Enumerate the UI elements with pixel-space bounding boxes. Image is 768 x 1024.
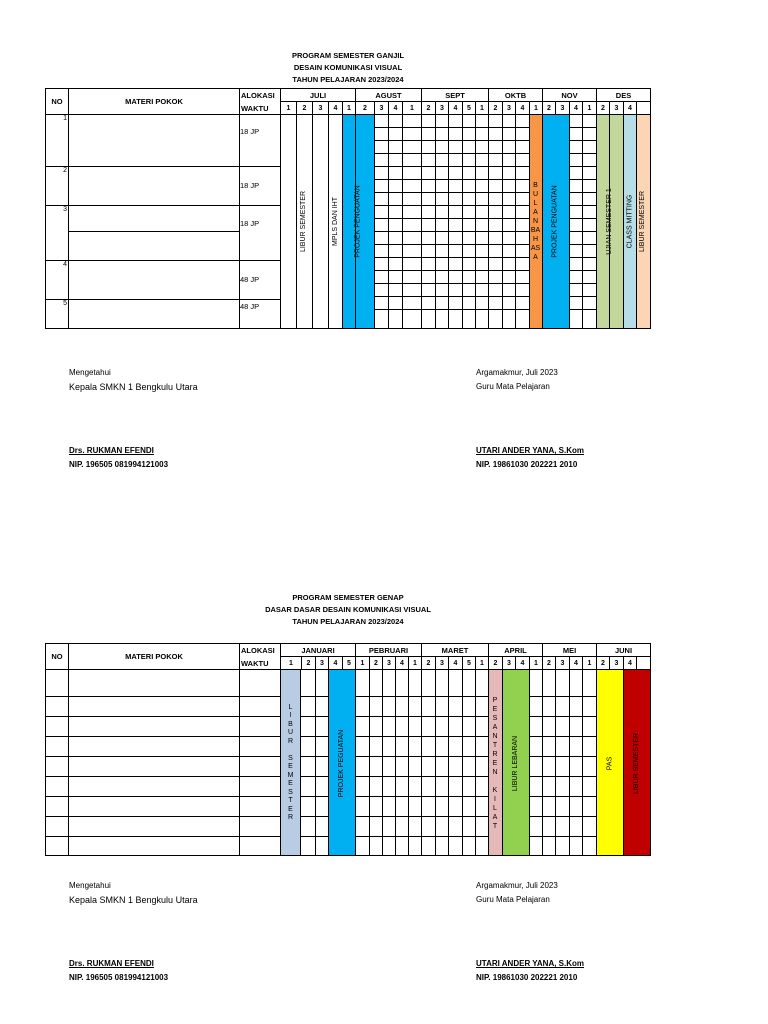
odd-week-label: 2 [302, 104, 307, 112]
odd-week-label: 3 [507, 104, 511, 112]
vertical-letter: T [492, 822, 498, 830]
vertical-letter: B [533, 182, 538, 189]
sig1-left-name: Drs. RUKMAN EFENDI [69, 446, 154, 455]
vertical-letter: I [494, 795, 496, 803]
odd-week-label: 4 [628, 104, 632, 112]
vertical-letter: U [532, 191, 539, 198]
odd-col-alokasi-2: WAKTU [241, 103, 269, 113]
odd-week-label: 1 [410, 104, 414, 112]
vertical-letter: A [533, 254, 538, 261]
even-week-label: 1 [534, 659, 538, 667]
vertical-letter: N [532, 218, 539, 225]
odd-row-jp: 48 JP [240, 302, 260, 311]
odd-ujian-label: UJIAN SEMESTER 1 [606, 188, 614, 255]
vertical-letter [290, 746, 292, 755]
odd-week-label: 1 [534, 104, 538, 112]
even-week-label: 3 [614, 659, 619, 667]
vertical-letter: A [533, 209, 538, 216]
odd-week-label: 4 [574, 104, 578, 112]
odd-month-sept: SEPT [445, 90, 465, 100]
vertical-letter: L [493, 804, 497, 812]
vertical-letter: M [287, 771, 294, 779]
odd-week-label: 5 [467, 104, 471, 112]
sig2-left-line2: Kepala SMKN 1 Bengkulu Utara [69, 895, 198, 905]
even-pesantren-label [488, 670, 502, 856]
even-month-mei: MEI [562, 645, 577, 655]
vertical-letter: H [532, 236, 539, 243]
vertical-letter: E [492, 759, 498, 767]
even-col-alokasi-2: WAKTU [241, 658, 269, 668]
odd-week-label: 3 [318, 104, 323, 112]
even-week-label: 1 [587, 659, 592, 667]
even-week-label: 1 [413, 659, 417, 667]
odd-month-agust: AGUST [375, 90, 402, 100]
odd-row-no: 4 [63, 261, 67, 268]
odd-week-label: 2 [363, 104, 367, 112]
vertical-letter: K [492, 786, 498, 794]
vertical-letter: E [288, 780, 293, 787]
vertical-letter: T [288, 797, 293, 804]
vertical-letter: N [492, 732, 498, 740]
even-week-label: 4 [628, 659, 632, 667]
odd-month-nov: NOV [561, 90, 578, 100]
even-week-label: 1 [289, 659, 293, 667]
vertical-letter: T [492, 741, 498, 749]
odd-week-label: 4 [520, 104, 525, 112]
odd-week-label: 4 [393, 104, 398, 112]
odd-week-label: 2 [547, 104, 551, 112]
vertical-letter: S [288, 754, 293, 762]
even-lebaran-label: LIBUR LEBARAN [512, 735, 519, 791]
odd-week-label: 2 [426, 104, 431, 112]
vertical-letter: L [533, 200, 538, 207]
odd-row-jp: 18 JP [240, 219, 260, 228]
vertical-letter: R [492, 750, 498, 758]
odd-week-label: 3 [440, 104, 444, 112]
even-month-januari: JANUARI [301, 645, 335, 655]
odd-libur-label: LIBUR SEMESTER [300, 190, 308, 253]
even-week-label [637, 657, 650, 669]
sig2-right-name: UTARI ANDER YANA, S.Kom [476, 959, 585, 968]
vertical-letter: BA [530, 227, 541, 234]
odd-week-label: 1 [286, 104, 291, 112]
even-week-label: 5 [467, 659, 471, 667]
sig1-left-nip: NIP. 196505 081994121003 [69, 460, 169, 469]
odd-projek-label-1: PROJEK PENGUATAN [354, 185, 362, 258]
odd-row-no: 2 [63, 167, 67, 174]
even-title-3: TAHUN PELAJARAN 2023/2024 [292, 617, 404, 626]
odd-row-no: 3 [63, 206, 67, 213]
vertical-letter: AS [530, 245, 541, 252]
even-week-label: 4 [400, 659, 404, 667]
odd-mpls-label: MPLS DAN IHT [331, 196, 339, 247]
even-col-no: NO [51, 652, 63, 661]
odd-row-jp: 18 JP [240, 181, 260, 190]
vertical-letter: S [492, 714, 498, 722]
odd-title-3: TAHUN PELAJARAN 2023/2024 [292, 75, 404, 84]
even-week-label: 3 [560, 659, 565, 667]
odd-row-jp: 48 JP [240, 275, 260, 284]
sig2-right-line2: Guru Mata Pelajaran [476, 895, 550, 904]
even-week-label: 5 [347, 659, 351, 667]
odd-class-label: CLASS MITTING [626, 194, 633, 249]
even-week-label: 3 [440, 659, 444, 667]
vertical-letter: A [492, 723, 498, 731]
even-week-label: 1 [360, 659, 365, 667]
odd-month-juli: JULI [309, 90, 327, 100]
sig1-left-line2: Kepala SMKN 1 Bengkulu Utara [69, 382, 198, 392]
even-week-label: 2 [426, 659, 431, 667]
vertical-letter: R [287, 737, 294, 745]
odd-libur2-label: LIBUR SEMESTER [639, 190, 647, 253]
even-month-maret: MARET [441, 645, 469, 655]
odd-week-label: 2 [493, 104, 498, 112]
even-week-label: 3 [507, 659, 511, 667]
even-week-label: 2 [374, 659, 378, 667]
sig1-right-line1: Argamakmur, Juli 2023 [476, 368, 558, 377]
odd-col-no: NO [51, 97, 63, 106]
odd-week-label: 3 [560, 104, 565, 112]
vertical-letter: B [288, 720, 293, 728]
even-week-label: 2 [306, 659, 311, 667]
even-week-label: 3 [320, 659, 324, 667]
sig1-right-nip: NIP. 19861030 202221 2010 [476, 460, 578, 469]
sig1-left-line1: Mengetahui [69, 368, 111, 377]
even-libur-label [281, 670, 300, 856]
vertical-letter [494, 777, 496, 786]
odd-week-label: 2 [601, 104, 605, 112]
odd-col-materi: MATERI POKOK [125, 97, 183, 106]
odd-week-label: 4 [333, 104, 338, 112]
vertical-letter: S [288, 788, 293, 796]
odd-row-jp: 18 JP [240, 127, 260, 136]
odd-week-label: 3 [614, 104, 619, 112]
odd-row-no: 5 [63, 300, 67, 307]
odd-week-label: 1 [480, 104, 484, 112]
even-month-juni: JUNI [614, 645, 633, 655]
vertical-letter: A [492, 813, 498, 821]
odd-week-label: 1 [347, 104, 351, 112]
sig2-left-line1: Mengetahui [69, 881, 111, 890]
vertical-letter: E [288, 805, 293, 813]
even-title-2: DASAR DASAR DESAIN KOMUNIKASI VISUAL [265, 605, 431, 614]
odd-title-1: PROGRAM SEMESTER GANJIL [291, 51, 405, 60]
vertical-letter: E [492, 705, 498, 713]
even-week-label: 2 [493, 659, 498, 667]
even-week-label: 3 [387, 659, 391, 667]
vertical-letter: N [492, 768, 498, 776]
even-week-label: 2 [547, 659, 551, 667]
odd-projek-label-2: PROJEK PENGUATAN [552, 185, 560, 258]
vertical-letter: L [288, 703, 293, 711]
odd-month-des: DES [615, 90, 632, 100]
sig2-left-nip: NIP. 196505 081994121003 [69, 973, 169, 982]
even-week-label: 1 [480, 659, 484, 667]
even-month-april: APRIL [504, 645, 527, 655]
even-week-label: 4 [520, 659, 525, 667]
even-libur2-label: LIBUR SEMESTER [633, 732, 641, 794]
odd-week-label: 3 [379, 104, 384, 112]
sig2-right-line1: Argamakmur, Juli 2023 [476, 881, 558, 890]
odd-week-label: 1 [587, 104, 592, 112]
even-week-label: 4 [574, 659, 578, 667]
odd-title-2: DESAIN KOMUNIKASI VISUAL [293, 63, 403, 72]
even-col-alokasi-1: ALOKASI [241, 645, 275, 655]
even-projek-label: PROJEK PEGUATAN [338, 729, 346, 797]
vertical-letter: E [288, 763, 293, 770]
sig1-right-line2: Guru Mata Pelajaran [476, 382, 550, 391]
even-month-pebruari: PEBRUARI [368, 645, 409, 655]
odd-month-oktb: OKTB [504, 90, 527, 100]
sig2-right-nip: NIP. 19861030 202221 2010 [476, 973, 578, 982]
sig1-right-name: UTARI ANDER YANA, S.Kom [476, 446, 585, 455]
sig2-left-name: Drs. RUKMAN EFENDI [69, 959, 154, 968]
even-week-label: 4 [333, 659, 338, 667]
odd-week-label: 4 [453, 104, 458, 112]
even-col-materi: MATERI POKOK [125, 652, 183, 661]
vertical-letter: I [289, 712, 292, 719]
even-title-1: PROGRAM SEMESTER GENAP [292, 593, 404, 602]
odd-col-alokasi-1: ALOKASI [241, 90, 275, 100]
vertical-letter: P [492, 696, 498, 704]
even-week-label: 2 [601, 659, 605, 667]
even-week-label: 4 [453, 659, 458, 667]
even-pas-label: PAS [606, 756, 613, 770]
vertical-letter: U [287, 729, 294, 736]
vertical-letter: R [287, 814, 294, 821]
odd-row-no: 1 [63, 115, 67, 122]
